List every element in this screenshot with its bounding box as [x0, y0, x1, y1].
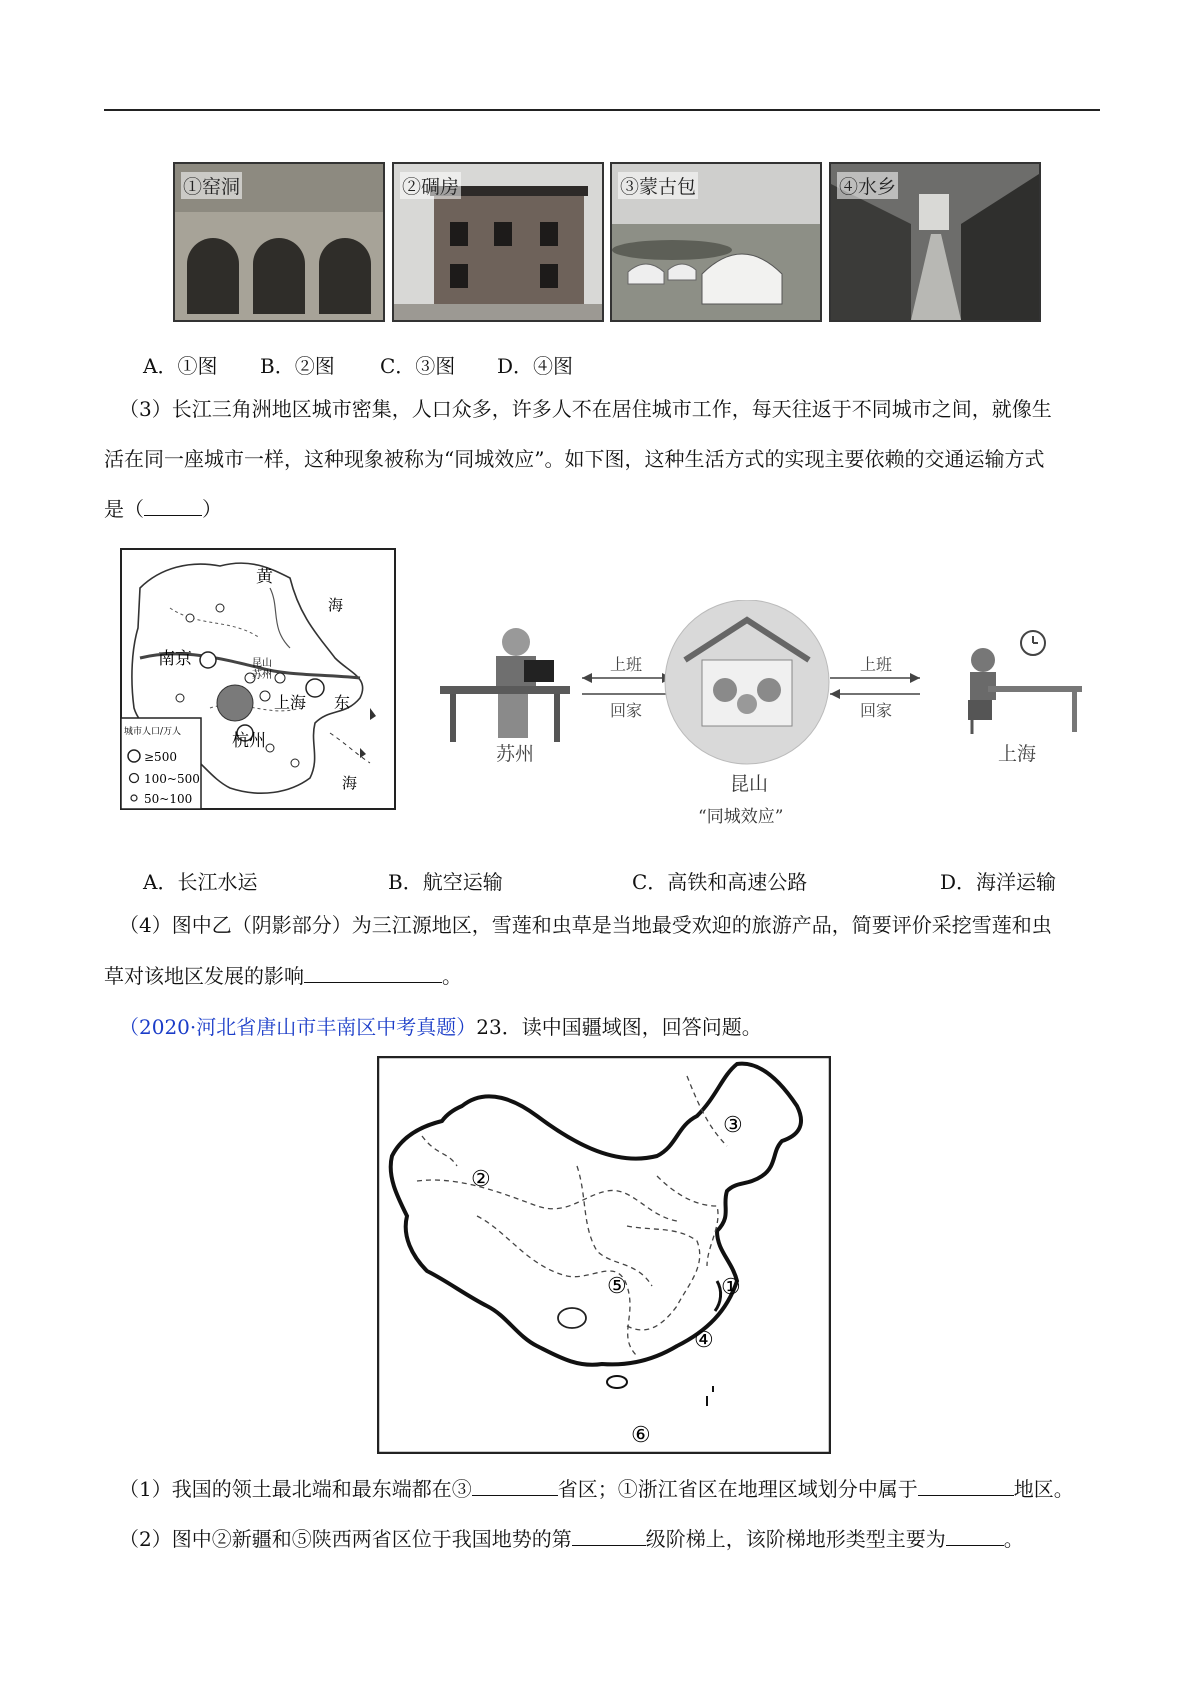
legend-item-3: 50~100 [144, 792, 193, 806]
q23-1-part1: （1）我国的领土最北端和最东端都在③ [119, 1477, 472, 1501]
arrow-label-top-right: 上班 [860, 655, 893, 674]
center-caption: “同城效应” [698, 807, 784, 827]
q23-2-part2: 级阶梯上，该阶梯地形类型主要为 [645, 1527, 946, 1551]
option-d: D．④图 [497, 354, 574, 378]
q3-line1: （3）长江三角洲地区城市密集，人口众多，许多人不在居住城市工作，每天往返于不同城市之间，就像生 [119, 397, 1052, 421]
marker-5: ⑤ [607, 1274, 627, 1299]
label-hangzhou: 杭州 [232, 731, 266, 751]
q4-line2 [104, 961, 462, 991]
q3-option-c: C．高铁和高速公路 [632, 870, 808, 894]
q23-header [119, 1012, 762, 1042]
arrow-label-top-left: 上班 [610, 655, 643, 674]
label-nanjing: 南京 [158, 649, 192, 669]
label-dong: 东 [334, 693, 351, 712]
q23-1-part3: 地区。 [1013, 1477, 1074, 1501]
header-rule [104, 109, 1100, 111]
answer-blank[interactable] [144, 515, 202, 516]
marker-4: ④ [694, 1328, 714, 1353]
photo-mongolian-yurt [610, 162, 822, 322]
q3-line3-prefix: 是（ [104, 497, 144, 521]
photo-label: ①窑洞 [181, 172, 242, 199]
label-hai-bottom: 海 [342, 774, 358, 792]
arrow-label-bottom-right: 回家 [860, 701, 893, 720]
answer-blank[interactable] [304, 982, 442, 983]
answer-blank-terrain[interactable] [946, 1545, 1004, 1546]
arrow-label-bottom-left: 回家 [610, 701, 643, 720]
answer-blank-region[interactable] [918, 1495, 1014, 1496]
label-shanghai: 上海 [274, 693, 307, 712]
photo-diaofang [392, 162, 604, 322]
label-suzhou: 苏州 [252, 670, 272, 681]
marker-1: ① [721, 1275, 741, 1300]
label-huang: 黄 [256, 567, 273, 587]
legend-item-1: ≥500 [144, 750, 177, 764]
label-hai-top: 海 [328, 596, 344, 614]
option-b: B．②图 [260, 354, 335, 378]
option-a: A．①图 [143, 354, 218, 378]
city-kunshan: 昆山 [730, 773, 769, 795]
legend-title: 城市人口/万人 [124, 727, 182, 737]
kunshan-home-illustration [665, 600, 829, 764]
q3-option-b: B．航空运输 [388, 870, 503, 894]
q3-line3-suffix: ） [202, 497, 222, 521]
answer-blank-province[interactable] [472, 1495, 558, 1496]
marker-2: ② [471, 1167, 491, 1192]
q23-1-part2: 省区；①浙江省区在地理区域划分中属于 [557, 1477, 918, 1501]
photo-label: ④水乡 [837, 172, 898, 199]
q23-1 [119, 1474, 1074, 1504]
q23-source: （2020·河北省唐山市丰南区中考真题） [119, 1015, 477, 1039]
q23-2-part3: 。 [1003, 1527, 1024, 1551]
photo-label: ②碉房 [400, 172, 461, 199]
photo-water-town [829, 162, 1041, 322]
yangtze-delta-map [120, 548, 396, 810]
q3-line2: 活在同一座城市一样，这种现象被称为“同城效应”。如下图，这种生活方式的实现主要依赖的交通运输方式 [104, 447, 1045, 471]
q23-2-part1: （2）图中②新疆和⑤陕西两省区位于我国地势的第 [119, 1527, 572, 1551]
suzhou-worker-illustration [440, 628, 570, 742]
city-suzhou: 苏州 [496, 743, 535, 765]
city-shanghai: 上海 [998, 743, 1037, 765]
legend-item-2: 100~500 [144, 772, 200, 786]
answer-blank-step[interactable] [572, 1545, 646, 1546]
q4-line2-suffix: 。 [442, 964, 462, 988]
q3-line3 [104, 494, 222, 524]
china-territory-map [377, 1056, 831, 1454]
option-c: C．③图 [380, 354, 456, 378]
photo-label: ③蒙古包 [618, 172, 698, 199]
q3-option-a: A．长江水运 [143, 870, 258, 894]
q3-option-d: D．海洋运输 [940, 870, 1057, 894]
q4-line2-prefix: 草对该地区发展的影响 [104, 964, 304, 988]
shanghai-worker-illustration [968, 631, 1082, 734]
marker-6: ⑥ [631, 1423, 651, 1448]
commute-diagram [440, 600, 1090, 836]
photo-yaodong [173, 162, 385, 322]
label-kunshan: 昆山 [252, 658, 272, 669]
q4-line1: （4）图中乙（阴影部分）为三江源地区，雪莲和虫草是当地最受欢迎的旅游产品，简要评价采挖雪莲和虫 [119, 913, 1052, 937]
q23-2 [119, 1524, 1024, 1554]
marker-3: ③ [723, 1113, 743, 1138]
q23-text: 23．读中国疆域图，回答问题。 [476, 1015, 762, 1039]
